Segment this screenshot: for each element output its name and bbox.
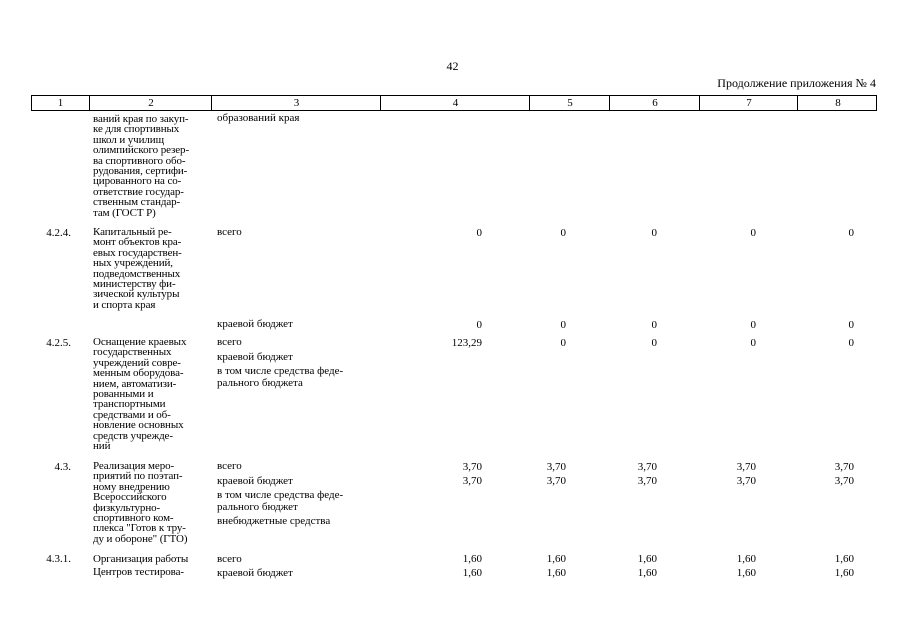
source-line: всего xyxy=(217,460,242,472)
name-line: плекса "Готов к тру- xyxy=(93,522,186,535)
value-col-7: 0 xyxy=(750,319,756,331)
value-col-4: 1,60 xyxy=(462,553,482,565)
value-col-4: 0 xyxy=(476,227,482,239)
name-line: ваний края по закуп- xyxy=(93,113,189,125)
value-col-8: 0 xyxy=(848,319,854,331)
source-line: в том числе средства феде- xyxy=(217,489,344,501)
header-col-6: 6 xyxy=(609,96,700,110)
value-col-5: 3,70 xyxy=(546,475,566,487)
header-col-3: 3 xyxy=(211,96,381,110)
header-col-5: 5 xyxy=(529,96,610,110)
value-col-8: 1,60 xyxy=(834,553,854,565)
row-number: 4.2.4. xyxy=(46,227,71,239)
source-line: всего xyxy=(217,226,242,238)
value-col-4: 3,70 xyxy=(462,461,482,473)
name-line: Реализация меро- xyxy=(93,460,175,472)
name-line: ному внедрению xyxy=(93,480,170,493)
header-col-8: 8 xyxy=(797,96,878,110)
row-number: 4.2.5. xyxy=(46,337,71,349)
value-col-6: 1,60 xyxy=(637,553,657,565)
value-col-8: 0 xyxy=(848,337,854,349)
row-name xyxy=(93,227,211,310)
name-line: Капитальный ре- xyxy=(93,226,172,238)
name-line: Всероссийского xyxy=(93,491,167,504)
name-line: Оснащение краевых xyxy=(93,336,187,348)
name-line: спортивного ком- xyxy=(93,512,174,525)
value-col-4: 1,60 xyxy=(462,567,482,579)
value-col-6: 0 xyxy=(651,319,657,331)
value-col-6: 0 xyxy=(651,337,657,349)
row-source xyxy=(217,553,377,583)
value-col-5: 0 xyxy=(560,227,566,239)
name-line: ответствие государ- xyxy=(93,185,184,198)
name-line: ду и обороне" (ГТО) xyxy=(93,532,188,545)
value-col-8: 3,70 xyxy=(834,461,854,473)
name-line: ственным стандар- xyxy=(93,196,181,209)
row-name xyxy=(93,114,211,218)
header-col-7: 7 xyxy=(699,96,798,110)
value-col-5: 1,60 xyxy=(546,553,566,565)
row-source xyxy=(217,319,377,334)
source-line: краевой бюджет xyxy=(217,318,293,330)
page-number: 42 xyxy=(446,59,459,73)
header-col-4: 4 xyxy=(380,96,530,110)
name-line: ных учреждений, xyxy=(93,257,173,270)
value-col-6: 3,70 xyxy=(637,461,657,473)
header-col-2: 2 xyxy=(89,96,212,110)
name-line: рудования, сертифи- xyxy=(93,165,188,178)
value-col-4: 3,70 xyxy=(462,475,482,487)
name-line: учреждений совре- xyxy=(93,356,181,369)
value-col-5: 0 xyxy=(560,319,566,331)
source-line: краевой бюджет xyxy=(217,350,293,363)
name-line: монт объектов кра- xyxy=(93,236,182,249)
source-line: внебюджетные средства xyxy=(217,515,331,527)
row-source xyxy=(217,113,377,128)
value-col-6: 0 xyxy=(651,227,657,239)
row-name xyxy=(93,337,211,451)
row-name xyxy=(93,553,211,579)
name-line: и спорта края xyxy=(93,298,156,311)
value-col-7: 1,60 xyxy=(736,567,756,579)
source-line: краевой бюджет xyxy=(217,567,293,579)
name-line: рованными и xyxy=(93,388,154,401)
header-col-1: 1 xyxy=(57,97,64,109)
name-line: Организация работы xyxy=(93,553,189,565)
name-line: нием, автоматизи- xyxy=(93,377,177,390)
value-col-8: 3,70 xyxy=(834,475,854,487)
name-line: государственных xyxy=(93,346,172,359)
name-line: новление основных xyxy=(93,419,184,432)
name-line: зической культуры xyxy=(93,288,180,301)
name-line: транспортными xyxy=(93,398,166,411)
value-col-8: 0 xyxy=(848,227,854,239)
name-line: цированного на со- xyxy=(93,175,182,188)
value-col-4: 0 xyxy=(476,319,482,331)
source-line: рального бюджет xyxy=(217,500,298,513)
row-name xyxy=(93,461,211,544)
value-col-5: 3,70 xyxy=(546,461,566,473)
value-col-6: 3,70 xyxy=(637,475,657,487)
row-number: 4.3.1. xyxy=(46,553,71,565)
name-line: средств учрежде- xyxy=(93,429,173,442)
source-line: образований края xyxy=(217,112,300,124)
value-col-6: 1,60 xyxy=(637,567,657,579)
row-source xyxy=(217,227,377,242)
row-source xyxy=(217,461,377,531)
value-col-8: 1,60 xyxy=(834,567,854,579)
value-col-5: 1,60 xyxy=(546,567,566,579)
name-line: средствами и об- xyxy=(93,408,171,421)
name-line: менным оборудова- xyxy=(93,367,184,380)
name-line: Центров тестирова- xyxy=(93,566,184,578)
continuation-label: Продолжение приложения № 4 xyxy=(717,76,876,90)
value-col-4: 123,29 xyxy=(451,337,482,349)
row-number: 4.3. xyxy=(54,461,71,473)
name-line: приятий по поэтап- xyxy=(93,470,183,483)
value-col-7: 0 xyxy=(750,337,756,349)
value-col-7: 3,70 xyxy=(736,461,756,473)
name-line: олимпийского резер- xyxy=(93,144,190,157)
table-header xyxy=(31,95,877,111)
source-line: рального бюджета xyxy=(217,376,303,389)
name-line: подведомственных xyxy=(93,267,181,280)
source-line: всего xyxy=(217,553,242,565)
name-line: ний xyxy=(93,440,111,453)
name-line: физкультурно- xyxy=(93,501,161,514)
name-line: школ и училищ xyxy=(93,133,164,146)
value-col-5: 0 xyxy=(560,337,566,349)
value-col-7: 0 xyxy=(750,227,756,239)
name-line: ва спортивного обо- xyxy=(93,154,186,167)
name-line: ке для спортивных xyxy=(93,123,180,136)
source-line: всего xyxy=(217,336,242,348)
source-line: в том числе средства феде- xyxy=(217,365,344,377)
name-line: министерству фи- xyxy=(93,278,176,291)
row-source xyxy=(217,337,377,392)
value-col-7: 3,70 xyxy=(736,475,756,487)
name-line: там (ГОСТ Р) xyxy=(93,206,156,219)
value-col-7: 1,60 xyxy=(736,553,756,565)
name-line: евых государствен- xyxy=(93,246,182,259)
source-line: краевой бюджет xyxy=(217,474,293,487)
